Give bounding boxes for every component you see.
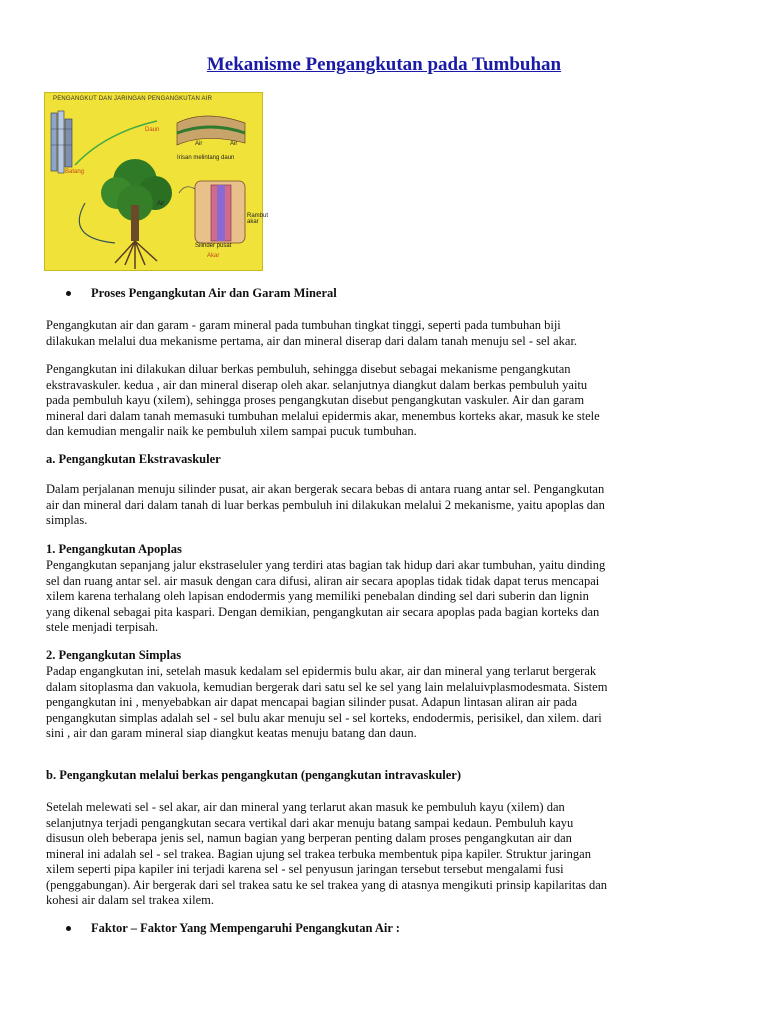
label-irisan: Irisan melintang daun — [177, 155, 235, 161]
paragraph-6 — [46, 800, 736, 909]
text-line: Dalam perjalanan menuju silinder pusat, air akan bergerak secara bebas di antara ruang antar sel. Pengangkutan — [46, 482, 605, 496]
text-line: dan kemudian mengalir naik ke pembuluh xilem sampai pucuk tumbuhan. — [46, 424, 417, 438]
text-line: Pengangkutan air dan garam - garam mineral pada tumbuhan tingkat tinggi, seperti pada tumbuhan biji — [46, 318, 561, 332]
text-line: stele menjadi terpisah. — [46, 620, 159, 634]
text-line: (penggabungan). Air bergerak dari sel trakea satu ke sel trakea yang di atasnya mengikuti prinsip kapilaritas dan — [46, 877, 608, 892]
text-line: ekstravaskuler. kedua , air dan mineral diserap oleh akar. selanjutnya diangkut dalam berkas pembuluh yaitu — [46, 377, 588, 392]
plant-transport-figure — [44, 92, 269, 271]
text-line: xilem karena terhalang oleh lapisan endodermis yang memiliki penebalan dinding sel dari suberin dan lignin — [46, 589, 589, 603]
label-air-2: Air — [230, 141, 238, 147]
bullet-dot — [66, 926, 71, 931]
text-line: yang dikenal sebagai pita kaspari. Dengan demikian, pengangkutan air secara apoplas pada bagian korteks dan — [46, 604, 600, 619]
paragraph-3 — [46, 482, 736, 529]
label-air-3: Air — [157, 201, 165, 207]
heading-1: 1. Pengangkutan Apoplas — [46, 542, 182, 556]
text-line: pengangkutan ini , menyebabkan air dapat mencapai bagian silinder pusat. Adapun lintasan aliran air pada — [46, 695, 578, 709]
label-silinder: Silinder pusat — [195, 243, 232, 249]
text-line: Pengangkutan ini dilakukan diluar berkas pembuluh, sehingga disebut sebagai mekanisme pengangkutan — [46, 362, 571, 376]
text-line: pengangkutan simplas adalah sel - sel bulu akar menuju sel - sel korteks, endodermis, perisikel, dan xilem. dari — [46, 710, 602, 725]
paragraph-1 — [46, 318, 736, 349]
label-rambut: Rambut akar — [247, 213, 269, 225]
label-akar: Akar — [207, 253, 220, 259]
page-title[interactable]: Mekanisme Pengangkutan pada Tumbuhan — [206, 54, 562, 75]
heading-b: b. Pengangkutan melalui berkas pengangkutan (pengangkutan intravaskuler) — [46, 768, 462, 782]
text-line: kohesi air dalam sel trakea xilem. — [46, 893, 214, 907]
label-air-1: Air — [195, 141, 203, 147]
heading-a: a. Pengangkutan Ekstravaskuler — [46, 452, 221, 466]
heading-2: 2. Pengangkutan Simplas — [46, 648, 182, 662]
text-line: xilem seperti pipa kapiler ini terjadi karena sel - sel penyusun jaringan tersebut tersebut mengalami fusi — [46, 862, 564, 876]
text-line: dalam sitoplasma dan vakuola, kemudian bergerak dari satu sel ke sel yang lain melaluivplasmodesmata. Sistem — [46, 679, 608, 694]
bullet-dot — [66, 291, 71, 296]
paragraph-2 — [46, 362, 736, 440]
paragraph-5 — [46, 664, 736, 742]
label-daun: Daun — [145, 127, 160, 133]
text-line: mineral dari dalam tanah memasuki tumbuhan melalui epidermis akar, menembus korteks akar, masuk ke stele — [46, 408, 600, 423]
text-line: mineral ini adalah sel - sel trakea. Bagian ujung sel trakea terbuka membentuk pipa kapiler. Struktur jaringan — [46, 846, 591, 861]
text-line: Setelah melewati sel - sel akar, air dan mineral yang terlarut akan masuk ke pembuluh kayu (xilem) dan — [46, 800, 565, 814]
text-line: selanjutnya terjadi pengangkutan secara vertikal dari akar menuju batang sampai kedaun. Pembuluh kayu — [46, 815, 574, 830]
text-line: disusun oleh beberapa jenis sel, namun bagian yang berperan penting dalam proses pengangkutan air dan — [46, 831, 572, 845]
text-line: Padap engangkutan ini, setelah masuk kedalam sel epidermis bulu akar, air dan mineral yang terlarut bergerak — [46, 664, 597, 678]
figure-caption: PENGANGKUT DAN JARINGAN PENGANGKUTAN AIR — [53, 96, 213, 102]
label-batang: Batang — [65, 169, 85, 175]
text-line: sini , air dan garam mineral siap diangkut keatas menuju batang dan daun. — [46, 726, 417, 740]
paragraph-4 — [46, 558, 736, 636]
bullet-text: Faktor – Faktor Yang Mempengaruhi Pengangkutan Air : — [91, 921, 400, 935]
text-line: dilakukan melalui dua mekanisme pertama, air dan mineral diserap dari dalam tanah menuju sel - sel akar. — [46, 333, 578, 348]
text-line: sel dan ruang antar sel. air masuk dengan cara difusi, aliran air secara apoplas tidak tidak dapat terus mencapai — [46, 573, 600, 588]
text-line: Pengangkutan sepanjang jalur ekstraseluler yang terdiri atas bagian tak hidup dari akar tumbuhan, yaitu dinding — [46, 558, 606, 572]
text-line: air dan mineral dari dalam tanah di luar berkas pembuluh ini dilakukan melalui 2 mekanisme, yaitu apoplas dan — [46, 497, 605, 512]
text-line: simplas. — [46, 513, 88, 527]
bullet-text: Proses Pengangkutan Air dan Garam Mineral — [91, 286, 337, 300]
text-line: pada pembuluh kayu (xilem), sehingga proses pengangkutan disebut pengangkutan vaskuler. Air dan garam — [46, 393, 585, 407]
